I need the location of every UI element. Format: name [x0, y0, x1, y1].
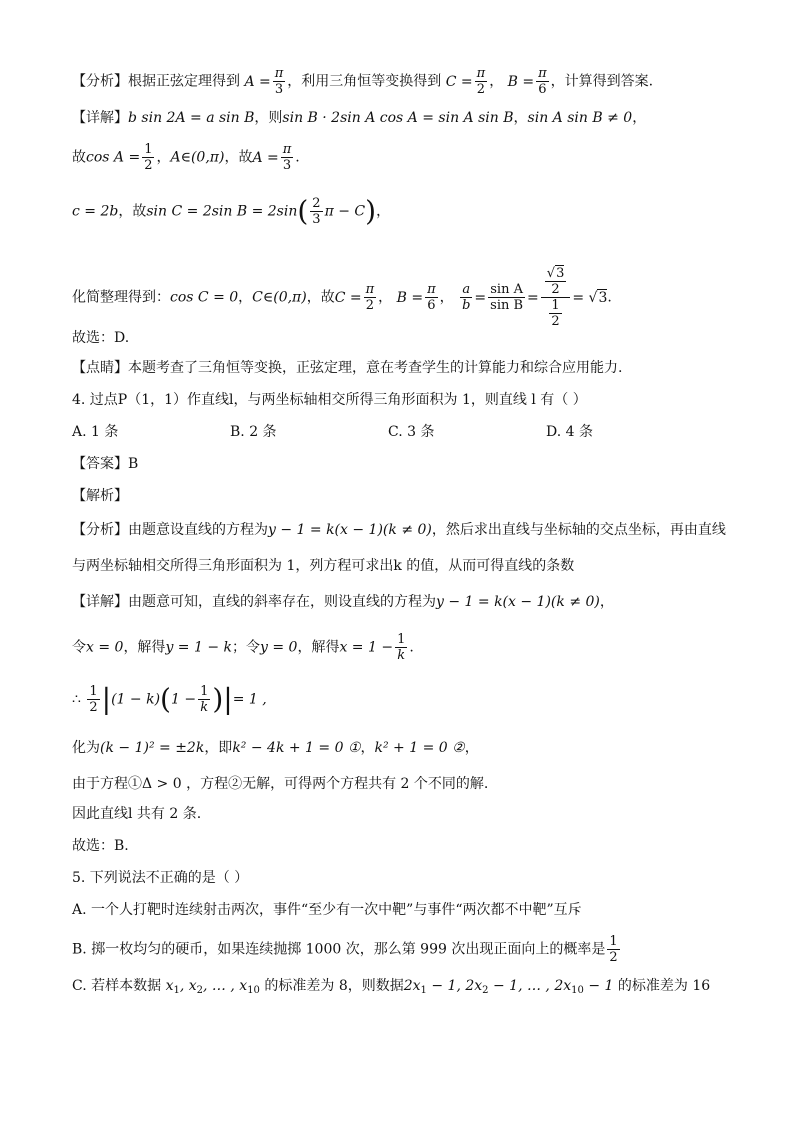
q5-stem: 5. 下列说法不正确的是（ ） [72, 870, 249, 886]
q4-option-d: D. 4 条 [546, 424, 593, 440]
q4-answer-b: 故选：B. [72, 838, 129, 854]
q5-option-a: A. 一个人打靶时连续射击两次，事件“至少有一次中靶”与事件“两次都不中靶”互斥 [72, 902, 582, 918]
eq-c-pi-2: C = $\frac{\pi}{2}$ [445, 66, 486, 97]
q5-option-b: B. 掷一枚均匀的硬币，如果连续抛掷 1000 次，那么第 999 次出现正面向上的概率是 $\frac{1}{2}$ [72, 934, 618, 965]
q4-analysis-line-2: 与两坐标轴相交所得三角形面积为 1，列方程可求出k 的值，从而可得直线的条数 [72, 558, 575, 574]
q4-simplify-line: 化为(k − 1)² = ±2k，即k² − 4k + 1 = 0 ①，k² + 1 = 0 ②， [72, 740, 479, 756]
detail-line-1: 【详解】b sin 2A = a sin B，则sin B · 2sin A cos A = sin A sin B，sin A sin B ≠ 0， [72, 110, 647, 126]
analysis-tag: 【分析】 [72, 73, 128, 90]
q4-conclusion-1: 由于方程①Δ > 0 ，方程②无解，可得两个方程共有 2 个不同的解. [72, 776, 489, 792]
q4-conclusion-2: 因此直线l 共有 2 条. [72, 806, 202, 822]
q4-option-a: A. 1 条 [72, 424, 119, 440]
q4-detail-line-2: 令x = 0，解得y = 1 − k；令y = 0，解得x = 1 − $\frac{1}{k}$ . [72, 632, 414, 663]
analysis-line: 【分析】根据正弦定理得到 A = $\frac{\pi}{3}$ ，利用三角恒等变换得到 C = $\frac{\pi}{2}$ ， B = $\frac{\pi}{6}$ ，计算得到答案. [72, 66, 654, 97]
q4-detail-line-1: 【详解】由题意可知，直线的斜率存在，则设直线的方程为y − 1 = k(x − 1)(k ≠ 0)， [72, 594, 614, 610]
q4-answer-tag: 【答案】 [72, 456, 128, 472]
q4-answer-value: B [128, 456, 139, 472]
detail-line-4: 化简整理得到：cos C = 0，C∈(0,π)，故C = $\frac{\pi}{2}$ ， B = $\frac{\pi}{6}$ ， $\frac{a}{b}$ = $\frac{\text{sin A}}{\text{sin B}}$ = $\frac{\frac{√3}{2}}{\frac{1}{2}}$ = √3. [72, 266, 612, 329]
q4-analysis-line-1: 【分析】由题意设直线的方程为y − 1 = k(x − 1)(k ≠ 0)，然后求出直线与坐标轴的交点坐标，再由直线 [72, 522, 726, 538]
q4-option-b: B. 2 条 [230, 424, 277, 440]
q4-area-equation: ∴ $\frac{1}{2}$ |(1 − k)(1 − $\frac{1}{k}$ )|= 1 , [72, 682, 267, 716]
detail-tag: 【详解】 [72, 110, 128, 126]
detail-line-3: c = 2b，故sin C = 2sin B = 2sin( $\frac{2}{3}$ π − C)， [72, 194, 391, 228]
q4-explain-tag: 【解析】 [72, 488, 128, 504]
eq-b-pi-6: B = $\frac{\pi}{6}$ [507, 66, 547, 97]
q4-stem: 4. 过点P（1，1）作直线l，与两坐标轴相交所得三角形面积为 1，则直线 l 有（ ） [72, 392, 587, 408]
eq-a-pi-3: A = $\frac{\pi}{3}$ [244, 66, 284, 97]
q5-option-c: C. 若样本数据 $x_1$, $x_2$, … , $x_{10}$ 的标准差为 8，则数据$2x_1 - 1$, $2x_2 - 1$, … , $2x_{10} - 1$ 的标准差为 16 [72, 978, 711, 996]
answer-d: 故选：D. [72, 330, 130, 346]
comment-tag: 【点睛】 [72, 360, 128, 376]
q4-answer-line [72, 454, 754, 474]
q4-options [72, 422, 754, 442]
detail-line-2: 故cos A = $\frac{1}{2}$ ，A∈(0,π)，故A = $\frac{\pi}{3}$ . [72, 142, 300, 173]
comment-line: 【点睛】本题考查了三角恒等变换，正弦定理，意在考查学生的计算能力和综合应用能力. [72, 360, 623, 376]
q4-option-c: C. 3 条 [388, 424, 435, 440]
